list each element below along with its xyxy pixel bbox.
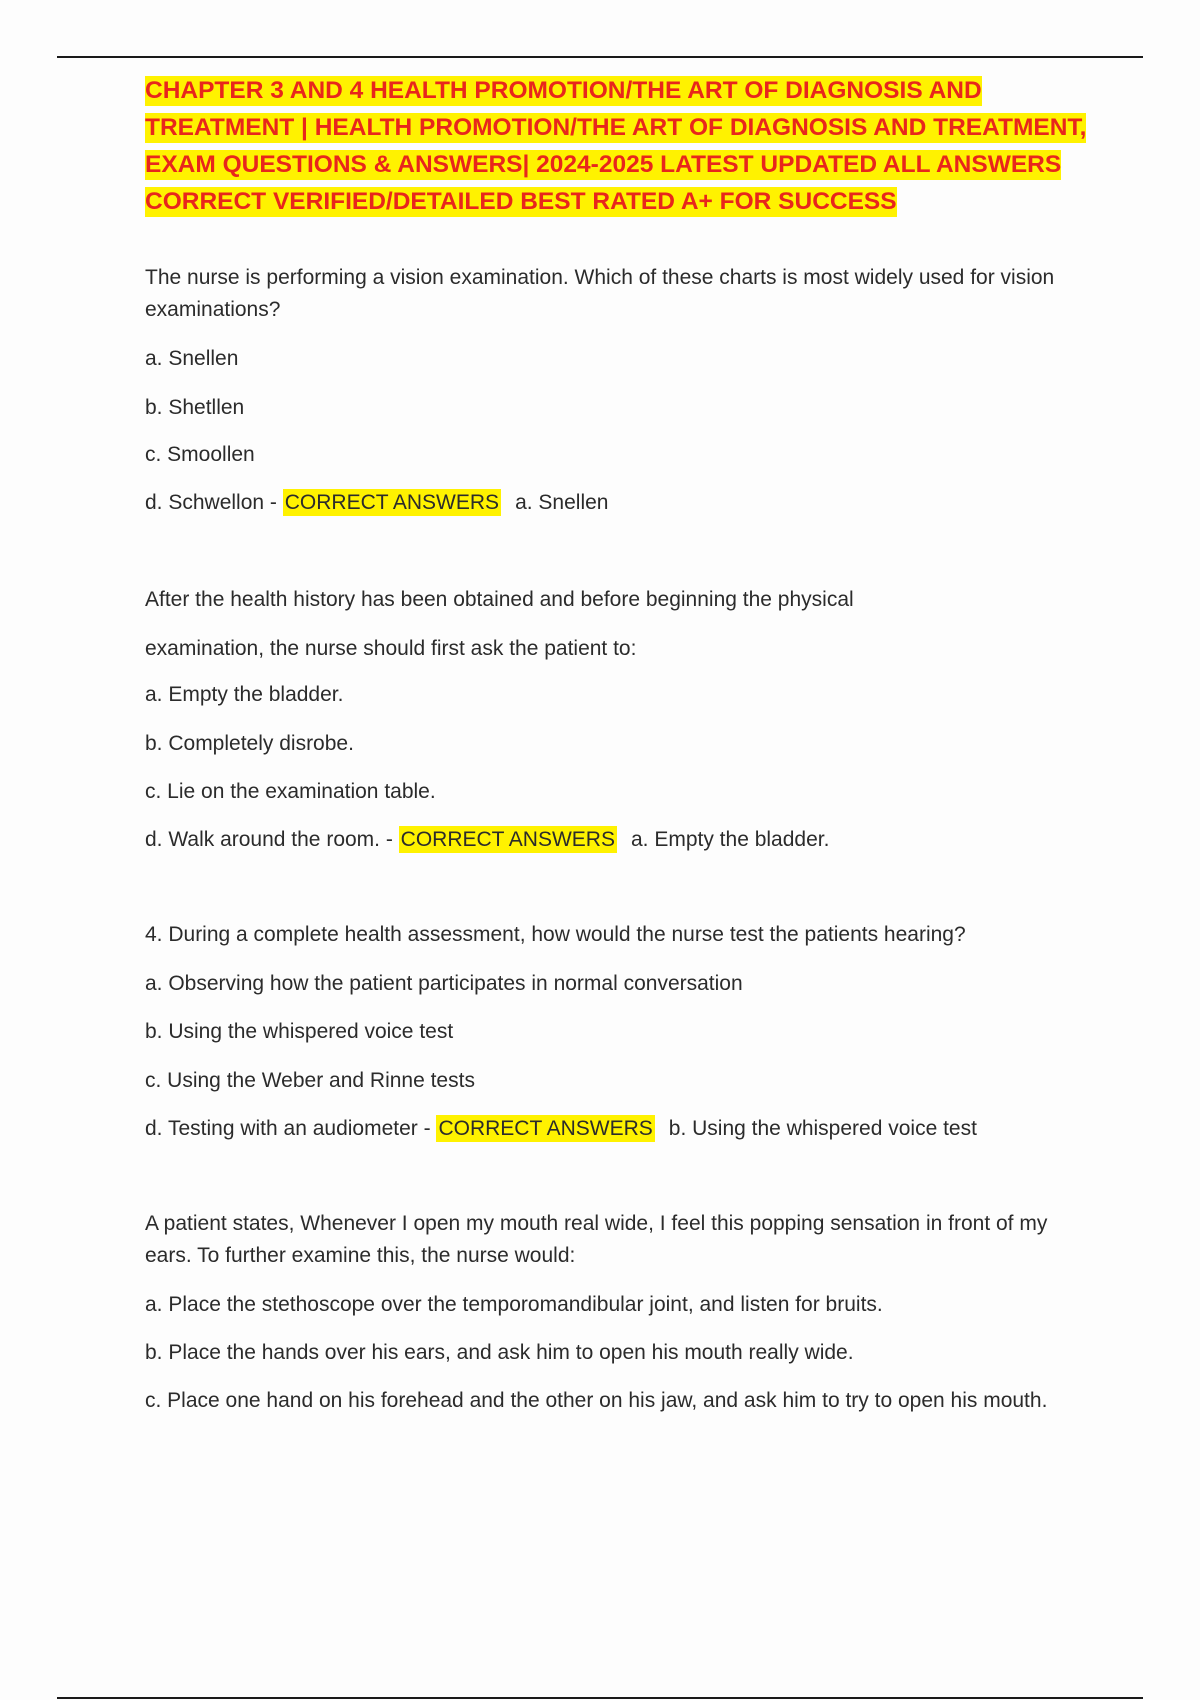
correct-answers-badge: CORRECT ANSWERS: [284, 491, 500, 514]
question-1-option-b: b. Shetllen: [145, 396, 245, 419]
question-1-option-c: c. Smoollen: [145, 443, 255, 466]
question-3-answer: b. Using the whispered voice test: [668, 1117, 977, 1140]
question-3-stem: 4. During a complete health assessment, how would the nurse test the patients hearing?: [145, 923, 966, 946]
question-2-stem-line-1: After the health history has been obtained and before beginning the physical: [145, 588, 854, 611]
question-3-option-d-row: [145, 1113, 977, 1145]
question-4-option-b: b. Place the hands over his ears, and ask him to open his mouth really wide.: [145, 1341, 854, 1364]
question-3-option-c: c. Using the Weber and Rinne tests: [145, 1069, 475, 1092]
question-2-option-c: c. Lie on the examination table.: [145, 780, 436, 803]
correct-answers-badge: CORRECT ANSWERS: [400, 828, 615, 851]
question-1-answer: a. Snellen: [515, 491, 609, 514]
question-2-stem-line-2: examination, the nurse should first ask the patient to:: [145, 637, 637, 660]
question-4-option-c: c. Place one hand on his forehead and the other on his jaw, and ask him to try to open his mouth.: [145, 1389, 1048, 1412]
question-2-option-d: d. Walk around the room. -: [145, 828, 393, 851]
top-rule: [57, 56, 1143, 58]
question-1-stem: The nurse is performing a vision examination. Which of these charts is most widely used for vision examinations?: [145, 266, 1055, 321]
bottom-rule: [57, 1697, 1143, 1699]
question-2-option-b: b. Completely disrobe.: [145, 732, 354, 755]
question-2-option-d-row: [145, 824, 829, 856]
question-2-option-a: a. Empty the bladder.: [145, 683, 344, 706]
question-4-option-a: a. Place the stethoscope over the temporomandibular joint, and listen for bruits.: [145, 1293, 883, 1316]
question-1-option-d-row: [145, 487, 608, 519]
correct-answers-badge: CORRECT ANSWERS: [438, 1117, 653, 1140]
document-title-text: CHAPTER 3 AND 4 HEALTH PROMOTION/THE ART OF DIAGNOSIS AND TREATMENT | HEALTH PROMOTION/THE ART OF DIAGNOSIS AND TREATMENT, EXAM QUESTIONS & ANSWERS| 2024-2025 LATEST UPDATED ALL ANSWERS CORRECT VERIFIED/DETAILED BEST RATED A+ FOR SUCCESS: [145, 77, 1087, 215]
question-1-option-a: a. Snellen: [145, 347, 239, 370]
question-3-option-a: a. Observing how the patient participates in normal conversation: [145, 972, 743, 995]
document-title: [145, 72, 1095, 220]
question-3-option-d: d. Testing with an audiometer -: [145, 1117, 431, 1140]
question-4-stem: A patient states, Whenever I open my mouth real wide, I feel this popping sensation in front of my ears. To further examine this, the nurse would:: [145, 1212, 1048, 1267]
question-2-answer: a. Empty the bladder.: [630, 828, 830, 851]
question-3-option-b: b. Using the whispered voice test: [145, 1020, 454, 1043]
question-1-option-d: d. Schwellon -: [145, 491, 277, 514]
